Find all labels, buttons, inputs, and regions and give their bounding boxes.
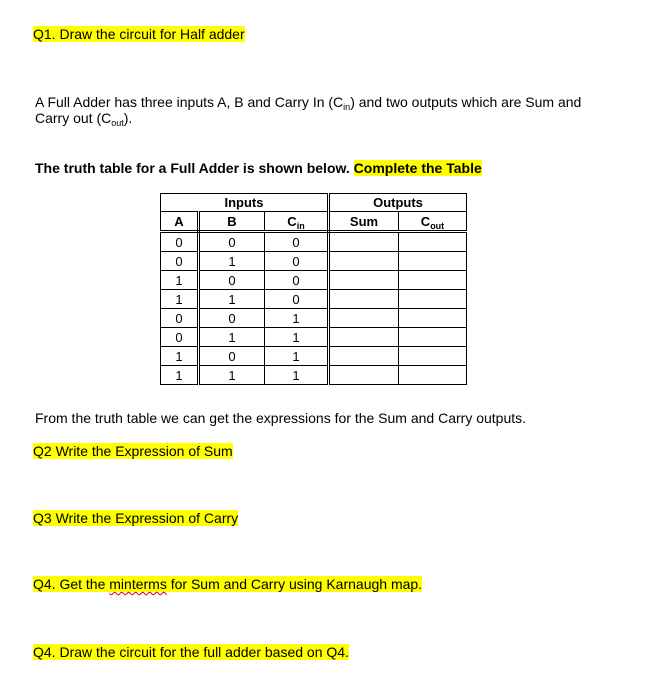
question-4-circuit-text: Q4. Draw the circuit for the full adder based on Q4.: [33, 644, 349, 660]
cell-cin: 1: [265, 347, 329, 366]
question-1: [33, 26, 245, 42]
cell-b: 1: [199, 290, 265, 309]
col-cout-header: [399, 212, 467, 232]
col-cout-base: C: [420, 213, 431, 229]
cell-sum[interactable]: [329, 309, 399, 328]
intro-sub-out: out: [111, 118, 124, 128]
question-4-kmap-pre: Q4. Get the: [33, 576, 110, 592]
cell-a: 1: [161, 347, 199, 366]
col-sum-header: Sum: [329, 212, 399, 232]
cell-sum[interactable]: [329, 347, 399, 366]
cell-sum[interactable]: [329, 290, 399, 309]
truth-table: [160, 193, 467, 385]
cell-cin: 0: [265, 232, 329, 252]
cell-b: 0: [199, 309, 265, 328]
col-cin-sub: in: [296, 220, 305, 231]
intro-sub-in: in: [343, 102, 351, 112]
cell-a: 1: [161, 271, 199, 290]
table-row: [161, 366, 467, 385]
table-row: [161, 290, 467, 309]
cell-b: 1: [199, 252, 265, 271]
question-3: [33, 510, 238, 526]
intro-part-3: ).: [123, 110, 133, 126]
truth-table-title-text: The truth table for a Full Adder is shown below.: [35, 160, 354, 176]
cell-sum[interactable]: [329, 271, 399, 290]
cell-a: 0: [161, 309, 199, 328]
cell-a: 0: [161, 232, 199, 252]
cell-b: 0: [199, 232, 265, 252]
cell-sum[interactable]: [329, 328, 399, 347]
outputs-header: Outputs: [329, 194, 467, 212]
table-row: [161, 252, 467, 271]
question-4-kmap: [33, 576, 422, 592]
question-4-kmap-post: for Sum and Carry using Karnaugh map.: [166, 576, 423, 592]
cell-a: 0: [161, 252, 199, 271]
table-row: [161, 328, 467, 347]
question-2-text: Q2 Write the Expression of Sum: [33, 443, 233, 459]
cell-cin: 1: [265, 309, 329, 328]
cell-b: 1: [199, 366, 265, 385]
table-row: [161, 309, 467, 328]
from-truth-table-text: From the truth table we can get the expressions for the Sum and Carry outputs.: [35, 410, 527, 426]
question-3-text: Q3 Write the Expression of Carry: [33, 510, 239, 526]
cell-b: 1: [199, 328, 265, 347]
table-row: [161, 347, 467, 366]
cell-a: 1: [161, 290, 199, 309]
cell-a: 0: [161, 328, 199, 347]
spellcheck-word[interactable]: minterms: [109, 576, 167, 592]
cell-b: 0: [199, 347, 265, 366]
cell-cout[interactable]: [399, 347, 467, 366]
cell-a: 1: [161, 366, 199, 385]
truth-table-title: [35, 160, 482, 176]
cell-cout[interactable]: [399, 309, 467, 328]
cell-cout[interactable]: [399, 328, 467, 347]
cell-cin: 0: [265, 290, 329, 309]
cell-cout[interactable]: [399, 271, 467, 290]
cell-b: 0: [199, 271, 265, 290]
intro-paragraph: [35, 94, 615, 126]
cell-cout[interactable]: [399, 290, 467, 309]
col-cin-header: [265, 212, 329, 232]
cell-cin: 1: [265, 366, 329, 385]
table-row: [161, 271, 467, 290]
intro-part-1: A Full Adder has three inputs A, B and Carry In (C: [35, 94, 344, 110]
cell-sum[interactable]: [329, 232, 399, 252]
question-1-text: Q1. Draw the circuit for Half adder: [33, 26, 245, 42]
question-2: [33, 443, 233, 459]
complete-table-instruction: Complete the Table: [353, 160, 482, 176]
col-b-header: B: [199, 212, 265, 232]
cell-cin: 0: [265, 252, 329, 271]
inputs-header: Inputs: [161, 194, 329, 212]
cell-sum[interactable]: [329, 366, 399, 385]
table-row: [161, 232, 467, 252]
cell-cout[interactable]: [399, 232, 467, 252]
cell-cout[interactable]: [399, 366, 467, 385]
cell-cout[interactable]: [399, 252, 467, 271]
question-4-circuit: [33, 644, 349, 660]
col-a-header: A: [161, 212, 199, 232]
intro-part-2: ) and two outputs which are Sum and Carry out (C: [35, 94, 582, 126]
cell-cin: 1: [265, 328, 329, 347]
cell-sum[interactable]: [329, 252, 399, 271]
col-cin-base: C: [287, 213, 297, 229]
cell-cin: 0: [265, 271, 329, 290]
col-cout-sub: out: [430, 220, 445, 231]
